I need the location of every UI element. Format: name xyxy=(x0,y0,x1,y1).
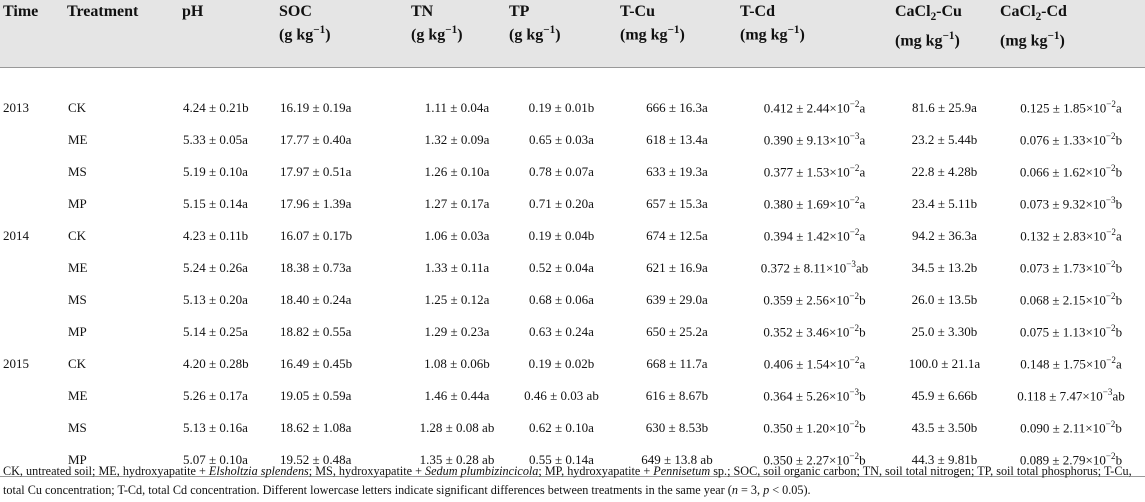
cell-ph: 5.33 ± 0.05a xyxy=(183,132,248,147)
cell-ph: 5.13 ± 0.16a xyxy=(183,420,248,435)
cell-tn: 1.08 ± 0.06b xyxy=(424,356,490,371)
cell-soc: 19.05 ± 0.59a xyxy=(280,388,352,403)
cell-year xyxy=(0,284,64,316)
table-row xyxy=(0,156,1145,188)
cell-cacl2-cd: $0.125 \pm 1.85\times 10^{-2}a$ xyxy=(1020,99,1122,116)
header-tp: TP (g $kg^{-1}$) xyxy=(506,0,617,68)
table-row xyxy=(0,124,1145,156)
cell-tn: 1.35 ± 0.28 ab xyxy=(408,444,506,477)
cell-tp: 0.55 ± 0.14a xyxy=(506,444,617,477)
cell-treatment: MS xyxy=(68,292,87,307)
cell-treatment: CK xyxy=(68,100,87,115)
cell-treatment: MS xyxy=(68,164,87,179)
table-row xyxy=(0,284,1145,316)
cell-ph: 5.07 ± 0.10a xyxy=(179,444,276,477)
cell-tcd: $0.359 \pm 2.56\times 10^{-2}b$ xyxy=(763,291,866,308)
cell-tcu: 649 ± 13.8 ab xyxy=(617,444,737,477)
cell-year xyxy=(0,380,64,412)
cell-cacl2-cd: $0.073 \pm 9.32\times 10^{-3}b$ xyxy=(1019,195,1123,212)
cell-ph: 4.23 ± 0.11b xyxy=(183,228,249,243)
cell-treatment: MP xyxy=(64,444,179,477)
cell-tn: 1.25 ± 0.12a xyxy=(424,292,490,307)
cell-tn: 1.29 ± 0.23a xyxy=(424,324,490,339)
cell-cacl2-cu: 43.5 ± 3.50b xyxy=(911,420,978,435)
cell-tcd: $0.380 \pm 1.69\times 10^{-2}a$ xyxy=(763,195,866,212)
cell-cacl2-cu: 44.3 ± 9.81b xyxy=(892,444,997,477)
cell-tn: 1.27 ± 0.17a xyxy=(424,196,490,211)
cell-year xyxy=(0,156,64,188)
cell-treatment: CK xyxy=(68,228,87,243)
table-row xyxy=(0,380,1145,412)
table-row xyxy=(0,252,1145,284)
cell-tcu: 650 ± 25.2a xyxy=(646,324,708,339)
cell-tcd: $0.377 \pm 1.53\times 10^{-2}a$ xyxy=(763,163,866,180)
cell-soc: 16.19 ± 0.19a xyxy=(280,100,352,115)
cell-ph: 5.24 ± 0.26a xyxy=(183,260,248,275)
table-body xyxy=(0,68,1145,477)
cell-ph: 5.14 ± 0.25a xyxy=(183,324,248,339)
cell-soc: 17.77 ± 0.40a xyxy=(280,132,352,147)
cell-tp: 0.19 ± 0.04b xyxy=(528,228,595,243)
header-cacl2-cu: CaCl$_2$-Cu (mg $kg^{-1}$) xyxy=(892,0,997,68)
cell-soc: 16.07 ± 0.17b xyxy=(280,228,353,243)
cell-cacl2-cu: 23.2 ± 5.44b xyxy=(911,132,978,147)
cell-soc: 18.38 ± 0.73a xyxy=(280,260,352,275)
cell-soc: 16.49 ± 0.45b xyxy=(280,356,353,371)
table-row xyxy=(0,348,1145,380)
cell-cacl2-cu: 100.0 ± 21.1a xyxy=(908,356,981,371)
cell-tcu: 618 ± 13.4a xyxy=(646,132,708,147)
cell-tcd: $0.352 \pm 3.46\times 10^{-2}b$ xyxy=(763,323,866,340)
cell-year xyxy=(0,124,64,156)
cell-treatment: MS xyxy=(68,420,87,435)
cell-cacl2-cd: $0.073 \pm 1.73\times 10^{-2}b$ xyxy=(1019,259,1123,276)
cell-year xyxy=(0,412,64,444)
cell-tcu: 639 ± 29.0a xyxy=(646,292,708,307)
cell-tp: 0.52 ± 0.04a xyxy=(529,260,594,275)
cell-cacl2-cu: 45.9 ± 6.66b xyxy=(911,388,978,403)
cell-cacl2-cd: $0.118 \pm 7.47\times 10^{-3}ab$ xyxy=(1017,387,1125,404)
cell-tcd: $0.412 \pm 2.44\times 10^{-2}a$ xyxy=(763,99,866,116)
cell-cacl2-cd: $0.075 \pm 1.13\times 10^{-2}b$ xyxy=(1019,323,1123,340)
cell-tp: 0.46 ± 0.03 ab xyxy=(524,388,599,403)
cell-tn: 1.33 ± 0.11a xyxy=(424,260,490,275)
cell-tcu: 633 ± 19.3a xyxy=(646,164,708,179)
cell-treatment: ME xyxy=(68,388,88,403)
cell-ph: 5.13 ± 0.20a xyxy=(183,292,248,307)
cell-ph: 5.26 ± 0.17a xyxy=(183,388,248,403)
cell-cacl2-cu: 22.8 ± 4.28b xyxy=(911,164,978,179)
header-tn: TN (g $kg^{-1}$) xyxy=(408,0,506,68)
cell-tcd: $0.390 \pm 9.13\times 10^{-3}a$ xyxy=(763,131,866,148)
cell-cacl2-cu: 34.5 ± 13.2b xyxy=(911,260,978,275)
cell-treatment: ME xyxy=(68,132,88,147)
cell-cacl2-cd: $0.132 \pm 2.83\times 10^{-2}a$ xyxy=(1020,227,1122,244)
cell-tp: 0.63 ± 0.24a xyxy=(529,324,594,339)
cell-cacl2-cd: $0.148 \pm 1.75\times 10^{-2}a$ xyxy=(1020,355,1122,372)
cell-tcd: $0.406 \pm 1.54\times 10^{-2}a$ xyxy=(763,355,866,372)
cell-year xyxy=(0,188,64,220)
cell-cacl2-cu: 25.0 ± 3.30b xyxy=(911,324,978,339)
cell-tcd: $0.394 \pm 1.42\times 10^{-2}a$ xyxy=(763,227,866,244)
cell-cacl2-cu: 94.2 ± 36.3a xyxy=(912,228,977,243)
cell-year: 2015 xyxy=(3,356,29,371)
cell-cacl2-cd: $0.076 \pm 1.33\times 10^{-2}b$ xyxy=(1019,131,1123,148)
cell-cacl2-cd: $0.090 \pm 2.11\times 10^{-2}b$ xyxy=(1020,419,1122,436)
cell-tn: 1.32 ± 0.09a xyxy=(424,132,490,147)
cell-tp: 0.65 ± 0.03a xyxy=(529,132,594,147)
table-row xyxy=(0,316,1145,348)
cell-treatment: CK xyxy=(68,356,87,371)
cell-tp: 0.62 ± 0.10a xyxy=(529,420,594,435)
cell-tn: 1.46 ± 0.44a xyxy=(424,388,490,403)
cell-tcu: 657 ± 15.3a xyxy=(646,196,708,211)
cell-cacl2-cu: 26.0 ± 13.5b xyxy=(911,292,978,307)
cell-treatment: ME xyxy=(68,260,88,275)
table-row xyxy=(0,68,1145,125)
header-time: Time xyxy=(0,0,64,68)
cell-tcu: 630 ± 8.53b xyxy=(645,420,709,435)
header-soc: SOC (g $kg^{-1}$) xyxy=(276,0,408,68)
table-row xyxy=(0,412,1145,444)
cell-tp: 0.19 ± 0.01b xyxy=(528,100,595,115)
cell-ph: 4.20 ± 0.28b xyxy=(183,356,249,371)
cell-ph: 5.15 ± 0.14a xyxy=(183,196,248,211)
cell-tcd: $0.372 \pm 8.11\times 10^{-3}ab$ xyxy=(760,259,869,276)
cell-tcu: 674 ± 12.5a xyxy=(646,228,708,243)
cell-soc: 17.97 ± 0.51a xyxy=(280,164,352,179)
cell-soc: 17.96 ± 1.39a xyxy=(280,196,352,211)
cell-tcd: $0.364 \pm 5.26\times 10^{-3}b$ xyxy=(763,387,866,404)
cell-tcu: 666 ± 16.3a xyxy=(646,100,708,115)
cell-cacl2-cu: 81.6 ± 25.9a xyxy=(912,100,977,115)
cell-tn: 1.28 ± 0.08 ab xyxy=(419,420,495,435)
cell-tcd: $0.350 \pm 1.20\times 10^{-2}b$ xyxy=(763,419,866,436)
cell-tp: 0.68 ± 0.06a xyxy=(529,292,594,307)
header-cacl2-cd: CaCl$_2$-Cd (mg $kg^{-1}$) xyxy=(997,0,1145,68)
cell-tcu: 616 ± 8.67b xyxy=(645,388,709,403)
cell-cacl2-cd: $0.068 \pm 2.15\times 10^{-2}b$ xyxy=(1019,291,1123,308)
cell-treatment: MP xyxy=(68,196,87,211)
cell-tcu: 621 ± 16.9a xyxy=(646,260,708,275)
cell-tp: 0.19 ± 0.02b xyxy=(528,356,595,371)
header-ph: pH xyxy=(179,0,276,68)
cell-cacl2-cu: 23.4 ± 5.11b xyxy=(911,196,978,211)
cell-ph: 4.24 ± 0.21b xyxy=(183,100,249,115)
cell-treatment: MP xyxy=(68,324,87,339)
cell-soc: 18.62 ± 1.08a xyxy=(280,420,352,435)
cell-tn: 1.11 ± 0.04a xyxy=(424,100,490,115)
table-row xyxy=(0,188,1145,220)
cell-tcu: 668 ± 11.7a xyxy=(646,356,708,371)
table-row xyxy=(0,220,1145,252)
cell-tp: 0.71 ± 0.20a xyxy=(529,196,594,211)
table-header xyxy=(0,0,1145,68)
cell-tp: 0.78 ± 0.07a xyxy=(529,164,594,179)
cell-tcd: $0.350 \pm 2.27\times 10^{-2}b$ xyxy=(737,444,892,477)
table-footnote: CK, untreated soil; ME, hydroxyapatite + Elsholtzia splendens; MS, hydroxyapatite + Sedum plumbizincicola; MP, hydroxyapatite + Pennisetum sp.; SOC, soil organic carbon; TN, soil total nitrogen; TP, soil total phosphorus; T-Cu, total Cu concentration; T-Cd, total Cd concentration. Different lowercase letters indicate significant differences between treatments in the same year (n = 3, p < 0.05). xyxy=(3,464,1132,497)
cell-cacl2-cd: $0.066 \pm 1.62\times 10^{-2}b$ xyxy=(1019,163,1123,180)
cell-ph: 5.19 ± 0.10a xyxy=(183,164,248,179)
cell-year: 2014 xyxy=(3,228,29,243)
header-tcu: T-Cu (mg $kg^{-1}$) xyxy=(617,0,737,68)
cell-tn: 1.06 ± 0.03a xyxy=(424,228,490,243)
cell-year: 2013 xyxy=(3,100,29,115)
cell-soc: 18.40 ± 0.24a xyxy=(280,292,352,307)
cell-cacl2-cd: $0.089 \pm 2.79\times 10^{-2}b$ xyxy=(997,444,1145,477)
header-tcd: T-Cd (mg $kg^{-1}$) xyxy=(737,0,892,68)
cell-year xyxy=(0,316,64,348)
cell-year xyxy=(0,252,64,284)
cell-soc: 18.82 ± 0.55a xyxy=(280,324,352,339)
header-treatment: Treatment xyxy=(64,0,179,68)
cell-tn: 1.26 ± 0.10a xyxy=(424,164,490,179)
cell-soc: 19.52 ± 0.48a xyxy=(276,444,408,477)
